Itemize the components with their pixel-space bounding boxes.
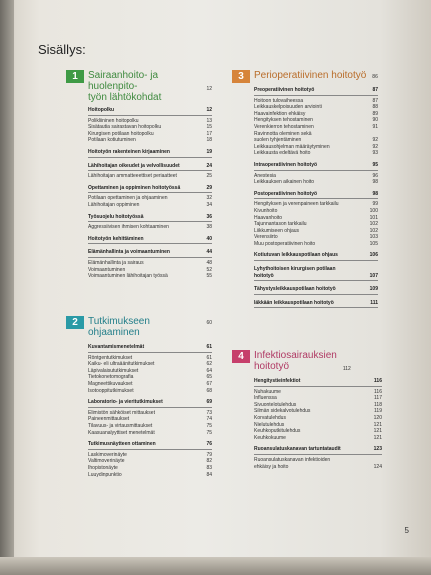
toc-entry-title: Voimaantuminen <box>88 266 126 273</box>
toc-entry-page: 62 <box>206 361 212 368</box>
toc-entry[interactable] <box>254 464 382 471</box>
toc-entry-page: 18 <box>206 137 212 144</box>
chapter-3-heading: Perioperatiivinen hoitotyö <box>254 70 367 81</box>
toc-entry[interactable] <box>88 195 212 202</box>
toc-entry-title: Kuvantamismenetelmät <box>88 344 145 350</box>
chapter-4-page: 112 <box>342 366 351 372</box>
toc-entry-page: 82 <box>206 458 212 465</box>
toc-section-heading[interactable] <box>254 300 378 307</box>
section-rule <box>254 280 378 281</box>
chapter-4-number: 4 <box>232 350 250 363</box>
toc-entry-page: 32 <box>206 195 212 202</box>
toc-entry-title: Haavainfektion ehkäisy <box>254 110 306 117</box>
toc-entry-page: 19 <box>206 148 212 155</box>
chapter-2-page: 60 <box>206 320 212 326</box>
toc-entry-page: 117 <box>374 395 382 402</box>
toc-entry[interactable] <box>88 137 212 144</box>
toc-entry-title: Tilavuus- ja virtausmittaukset <box>88 422 153 429</box>
toc-entry[interactable] <box>88 368 212 375</box>
toc-entry[interactable] <box>88 465 212 472</box>
toc-entry[interactable] <box>88 374 212 381</box>
toc-entry[interactable] <box>88 458 212 465</box>
section-rule <box>88 257 212 258</box>
chapter-1-heading: Sairaanhoito- ja huolenpito- työn lähtökohdat <box>88 70 162 103</box>
toc-entry-page: 13 <box>206 117 212 124</box>
toc-entry-title: Leikkausohjelman määräytyminen <box>254 143 330 150</box>
chapter-1-number: 1 <box>66 70 84 83</box>
toc-entry-title: Hoitoon tulovaiheessa <box>254 97 304 104</box>
toc-entry-title: Tutkimusnäytteen ottaminen <box>88 441 156 448</box>
toc-entry-title: Muu postoperatiivinen hoito <box>254 240 316 247</box>
toc-entry[interactable] <box>254 402 382 409</box>
toc-entry-title: Leikkausta edeltävä hoito <box>254 150 311 157</box>
toc-entry-page: 109 <box>369 286 378 293</box>
toc-entry[interactable] <box>254 395 382 402</box>
chapter-4 <box>232 350 382 470</box>
toc-entry-page: 99 <box>372 201 378 208</box>
toc-entry-page: 84 <box>206 471 212 478</box>
toc-section-heading[interactable] <box>254 162 378 169</box>
toc-entry-title: Keuhkokuume <box>254 434 286 441</box>
toc-entry-page: 111 <box>370 299 378 306</box>
toc-entry-title: Elämänhallinta ja sairaus <box>88 259 144 266</box>
toc-entry-page: 87 <box>372 87 378 93</box>
toc-entry-page: 55 <box>206 273 212 280</box>
toc-entry-page: 116 <box>373 378 382 384</box>
toc-section-heading[interactable] <box>254 286 378 293</box>
toc-entry-page: 88 <box>372 104 378 111</box>
toc-entry-title: Tähystysleikkauspotilaan hoitotyö <box>254 286 336 293</box>
toc-entry-title: Tietokonetomografia <box>88 374 134 381</box>
toc-entry-page: 15 <box>206 124 212 131</box>
toc-entry-page: 116 <box>374 388 382 395</box>
toc-entry-title: Polikliininen hoitopolku <box>88 117 139 124</box>
toc-entry[interactable] <box>254 457 382 464</box>
toc-entry[interactable] <box>88 472 212 479</box>
toc-entry[interactable] <box>254 150 378 157</box>
toc-entry-page: 98 <box>372 179 378 186</box>
chapter-1-page: 12 <box>206 86 212 92</box>
toc-entry-page: 67 <box>206 380 212 387</box>
toc-entry[interactable] <box>88 202 212 209</box>
toc-entry-title: Hoitopolku <box>88 107 115 113</box>
toc-entry[interactable] <box>254 173 378 180</box>
toc-entry-page: 75 <box>206 422 212 429</box>
toc-entry-page: 95 <box>372 161 378 168</box>
toc-entry-page: 12 <box>206 107 212 113</box>
toc-entry[interactable] <box>254 104 378 111</box>
toc-entry-title: Isotooppitutkimukset <box>88 387 134 394</box>
toc-entry-page: 87 <box>372 97 378 104</box>
toc-entry[interactable] <box>88 355 212 362</box>
toc-entry-title: suolen tyhjentäminen <box>254 137 302 144</box>
toc-section-heading[interactable] <box>88 249 212 256</box>
toc-section-heading[interactable] <box>88 149 212 156</box>
toc-entry-page: 61 <box>206 354 212 361</box>
toc-entry[interactable] <box>254 117 378 124</box>
toc-entry-page: 73 <box>206 409 212 416</box>
chapter-3 <box>232 70 378 310</box>
toc-entry-title: Leikkauksen aikainen hoito <box>254 179 315 186</box>
toc-entry-title: Luuydinpunktio <box>88 471 122 478</box>
toc-entry-title: Influenssa <box>254 395 277 402</box>
toc-entry-title: Tajunnantason tarkkailu <box>254 221 307 228</box>
toc-entry-page: 40 <box>206 235 212 242</box>
toc-entry[interactable] <box>88 131 212 138</box>
toc-section-heading[interactable] <box>88 344 212 351</box>
toc-entry-page: 83 <box>206 464 212 471</box>
section-rule <box>88 407 212 408</box>
toc-entry[interactable] <box>254 422 382 429</box>
toc-section-heading[interactable] <box>254 266 378 273</box>
toc-entry-title: Korvatulehdus <box>254 414 286 421</box>
toc-entry-page: 121 <box>373 428 382 435</box>
toc-entry[interactable] <box>254 208 378 215</box>
toc-entry-title: Haavanhoito <box>254 214 283 221</box>
toc-entry[interactable] <box>254 415 382 422</box>
toc-entry-title: Röntgentutkimukset <box>88 354 133 361</box>
toc-entry[interactable] <box>254 137 378 144</box>
toc-entry-title: Valtimoverinäyte <box>88 458 125 465</box>
toc-entry[interactable] <box>254 435 382 442</box>
toc-entry[interactable] <box>254 215 378 222</box>
toc-section-heading[interactable] <box>254 191 378 198</box>
toc-entry[interactable] <box>88 260 212 267</box>
toc-entry-page: 119 <box>374 408 382 415</box>
toc-entry-page: 61 <box>206 344 212 350</box>
toc-entry-title: Silmän sidekalvotulehdus <box>254 408 311 415</box>
toc-entry-title: Hengitystieinfektiot <box>254 378 301 384</box>
toc-entry-title: Anestesia <box>254 172 276 179</box>
book-spine-shadow <box>0 0 14 575</box>
toc-entry-page: 34 <box>206 201 212 208</box>
toc-entry-title: Nielutulehdus <box>254 421 285 428</box>
section-rule <box>88 192 212 193</box>
chapter-1-header[interactable] <box>66 70 212 103</box>
toc-entry-page: 89 <box>372 110 378 117</box>
toc-entry-page: 124 <box>373 463 382 470</box>
toc-entry-page: 17 <box>206 130 212 137</box>
toc-section-heading[interactable] <box>88 441 212 448</box>
toc-entry[interactable] <box>254 179 378 186</box>
toc-entry-page: 74 <box>206 416 212 423</box>
section-rule <box>88 221 212 222</box>
toc-section-heading[interactable] <box>254 378 382 385</box>
toc-entry-page: 102 <box>369 221 378 228</box>
toc-entry-page: 101 <box>369 214 378 221</box>
toc-entry-page: 38 <box>206 224 212 231</box>
toc-entry[interactable] <box>88 430 212 437</box>
toc-entry-title: Keuhkoputkitulehdus <box>254 428 301 435</box>
chapter-3-number: 3 <box>232 70 250 83</box>
toc-entry[interactable] <box>254 201 378 208</box>
toc-entry-title: Verenkierron tehostaminen <box>254 123 314 130</box>
toc-entry-title: Ruoansulatuskanavan tartuntataudit <box>254 446 341 453</box>
toc-entry-title: Lähihoitajan oppiminen <box>88 201 140 208</box>
toc-entry[interactable] <box>254 124 378 131</box>
toc-entry[interactable] <box>254 228 378 235</box>
toc-entry[interactable] <box>254 98 378 105</box>
toc-section-heading[interactable] <box>88 236 212 243</box>
toc-entry-title: Kotiutuvan leikkauspotilaan ohjaus <box>254 252 338 259</box>
toc-entry[interactable] <box>88 224 212 231</box>
toc-entry-title: Läpivalaisututkimukset <box>88 367 139 374</box>
toc-entry-title: Elämänhallinta ja voimaantuminen <box>88 249 170 256</box>
toc-entry-title: Paineenmittaukset <box>88 416 130 423</box>
toc-entry-page: 92 <box>372 137 378 144</box>
toc-section-heading[interactable] <box>88 185 212 192</box>
toc-entry-title: Lyhythoitoisen kirurgisen potilaan <box>254 266 336 273</box>
toc-entry-title: Potilaan opettaminen ja ohjaaminen <box>88 195 168 202</box>
page-title: Sisällys: <box>38 42 86 57</box>
toc-entry-page: 24 <box>206 162 212 169</box>
toc-entry[interactable] <box>88 416 212 423</box>
section-rule <box>254 170 378 171</box>
toc-entry[interactable] <box>88 273 212 280</box>
toc-entry-title: Lähihoitajan ammatteeettiset periaatteet <box>88 173 177 180</box>
page-number: 5 <box>404 526 409 535</box>
toc-entry-page: 103 <box>369 234 378 241</box>
toc-entry-page: 65 <box>206 374 212 381</box>
toc-entry-page: 69 <box>206 399 212 406</box>
toc-entry-page: 107 <box>369 272 378 279</box>
toc-entry-page: 91 <box>372 123 378 130</box>
toc-entry-title: Intraoperatiivinen hoitotyö <box>254 161 318 168</box>
toc-entry-page: 90 <box>372 117 378 124</box>
toc-entry[interactable] <box>88 361 212 368</box>
section-rule <box>88 352 212 353</box>
toc-entry-title: Ravinnotta oleminen sekä <box>254 130 312 137</box>
toc-entry-page: 118 <box>374 401 382 408</box>
toc-entry-title: ehkäisy ja hoito <box>254 463 289 470</box>
toc-entry-title: Työsuojelu hoitotyössä <box>88 213 144 220</box>
toc-entry-title: Leikkauskelpoisuuden arviointi <box>254 104 322 111</box>
section-rule <box>254 307 378 308</box>
chapter-4-heading: Infektiosairauksien hoitotyö <box>254 350 337 372</box>
toc-entry[interactable] <box>88 423 212 430</box>
toc-entry-title: Magneettikuvaukset <box>88 380 133 387</box>
section-rule <box>254 95 378 96</box>
toc-entry[interactable] <box>254 389 382 396</box>
toc-section-heading[interactable] <box>88 163 212 170</box>
toc-entry-title: Kaiku- eli ultraäänitutkimukset <box>88 361 155 368</box>
chapter-2 <box>66 316 212 478</box>
toc-entry-page: 105 <box>369 240 378 247</box>
toc-section-heading[interactable] <box>254 252 378 259</box>
toc-entry[interactable] <box>88 124 212 131</box>
toc-section-heading[interactable] <box>88 214 212 221</box>
toc-entry[interactable] <box>88 267 212 274</box>
toc-entry-page: 75 <box>206 429 212 436</box>
toc-entry[interactable] <box>88 118 212 125</box>
toc-entry-title: Hoitotyön rakenteinen kirjaaminen <box>88 148 170 155</box>
toc-entry-title: Iäkkään leikkauspotilaan hoitotyö <box>254 299 334 306</box>
toc-entry-title: Kirurgisen potilaan hoitopolku <box>88 130 154 137</box>
toc-entry-page: 120 <box>373 414 382 421</box>
toc-entry-page: 93 <box>372 150 378 157</box>
toc-entry-title: Preoperatiivinen hoitotyö <box>254 87 315 93</box>
toc-entry-title: Ihopistonäyte <box>88 464 118 471</box>
toc-entry-page: 68 <box>206 387 212 394</box>
toc-entry[interactable] <box>254 428 382 435</box>
page-bottom-shadow <box>0 557 431 575</box>
toc-section-heading[interactable] <box>254 446 382 453</box>
toc-section-heading[interactable] <box>254 87 378 94</box>
chapter-3-page: 86 <box>372 74 378 80</box>
toc-entry-title: Nuhakuume <box>254 388 281 395</box>
toc-entry[interactable] <box>254 221 378 228</box>
toc-entry-page: 64 <box>206 367 212 374</box>
section-rule <box>254 454 382 455</box>
toc-entry-page: 106 <box>369 252 378 259</box>
toc-entry[interactable] <box>254 144 378 151</box>
section-rule <box>88 170 212 171</box>
toc-entry-page: 98 <box>372 190 378 197</box>
toc-entry-page: 100 <box>369 207 378 214</box>
toc-entry-page: 44 <box>206 249 212 256</box>
toc-entry-title: Sisätautia sairastavan hoitopolku <box>88 124 162 131</box>
section-rule <box>254 260 378 261</box>
toc-entry-page: 25 <box>206 173 212 180</box>
toc-entry-title: Voimaantuminen lähihoitajan työssä <box>88 273 168 280</box>
section-rule <box>88 157 212 158</box>
toc-entry-page: 123 <box>373 446 382 453</box>
section-rule <box>254 198 378 199</box>
section-rule <box>88 243 212 244</box>
toc-entry-title: Verensiirto <box>254 234 278 241</box>
toc-entry-page: 102 <box>369 227 378 234</box>
toc-entry-title: Liikkumiseen ohjaus <box>254 227 300 234</box>
toc-entry[interactable] <box>254 234 378 241</box>
toc-entry-page: 79 <box>206 451 212 458</box>
chapter-2-header[interactable] <box>66 316 212 338</box>
toc-entry[interactable] <box>88 381 212 388</box>
toc-entry-title: Ruoansulatuskanavan infektioiden <box>254 456 331 463</box>
toc-entry-page: 36 <box>206 213 212 220</box>
toc-entry-page: 48 <box>206 259 212 266</box>
toc-entry[interactable] <box>88 452 212 459</box>
toc-entry-title: Elimistön sähköiset mittaukset <box>88 409 155 416</box>
toc-entry-title: Sivuontelotulehdus <box>254 401 297 408</box>
toc-entry[interactable] <box>254 131 378 138</box>
toc-entry-title: hoitotyö <box>254 272 274 279</box>
toc-entry-page: 29 <box>206 184 212 191</box>
chapter-3-entries <box>232 87 378 308</box>
toc-entry-title: Hengityksen tehostaminen <box>254 117 313 124</box>
toc-entry-page: 121 <box>373 434 382 441</box>
toc-entry-title: Postoperatiivinen hoitotyö <box>254 190 318 197</box>
toc-entry-page: 92 <box>372 143 378 150</box>
toc-entry-title: Potilaan kotiutuminen <box>88 137 136 144</box>
toc-entry-title: Kivunhoito <box>254 207 278 214</box>
toc-entry-title: Opettaminen ja oppiminen hoitotyössä <box>88 184 181 191</box>
toc-entry-title: Hoitotyön kehittäminen <box>88 235 144 242</box>
toc-section-heading[interactable] <box>88 107 212 114</box>
toc-entry-title: Aggressiivisen ihmisen kohtaaminen <box>88 224 169 231</box>
toc-entry[interactable] <box>88 173 212 180</box>
toc-entry-page: 96 <box>372 172 378 179</box>
toc-entry[interactable] <box>254 241 378 248</box>
chapter-1 <box>66 70 212 280</box>
section-rule <box>88 449 212 450</box>
chapter-4-entries <box>232 378 382 470</box>
chapter-3-header[interactable] <box>232 70 378 83</box>
toc-entry-title: Laskimoverinäyte <box>88 451 127 458</box>
toc-entry-title: Laboratorio- ja vieritutkimukset <box>88 399 163 406</box>
toc-entry[interactable] <box>88 388 212 395</box>
chapter-1-entries <box>66 107 212 280</box>
toc-entry-page: 121 <box>373 421 382 428</box>
toc-entry[interactable] <box>254 111 378 118</box>
toc-entry[interactable] <box>88 410 212 417</box>
toc-entry[interactable] <box>254 408 382 415</box>
toc-entry-page: 52 <box>206 266 212 273</box>
chapter-4-header[interactable] <box>232 350 382 372</box>
section-rule <box>254 386 382 387</box>
chapter-2-entries <box>66 344 212 478</box>
chapter-2-number: 2 <box>66 316 84 329</box>
toc-section-heading[interactable] <box>88 399 212 406</box>
toc-section-heading[interactable] <box>254 273 378 280</box>
section-rule <box>88 115 212 116</box>
section-rule <box>254 294 378 295</box>
toc-entry-title: Hengityksen ja verenpaineen tarkkailu <box>254 201 339 208</box>
toc-entry-page: 76 <box>206 441 212 448</box>
chapter-2-heading: Tutkimukseen ohjaaminen <box>88 316 150 338</box>
toc-entry-title: Kaasuanalyyttiset menetelmät <box>88 429 155 436</box>
toc-entry-title: Lähihoitajan oikeudet ja velvollisuudet <box>88 162 180 169</box>
